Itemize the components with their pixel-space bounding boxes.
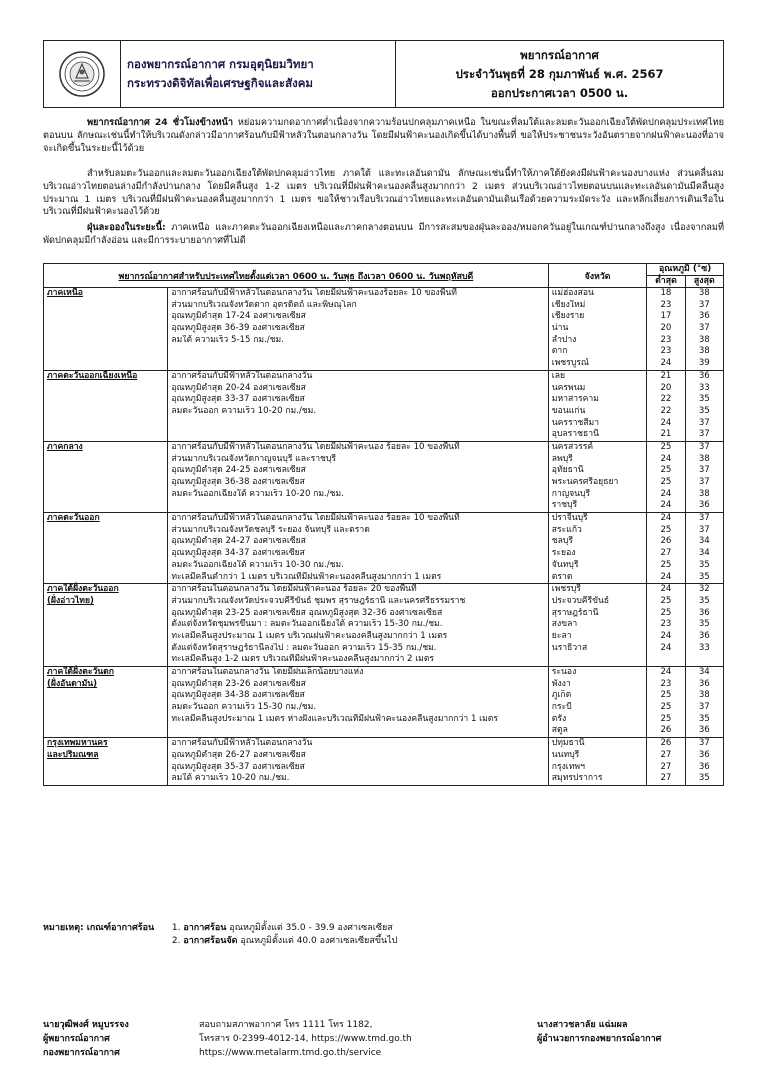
temp-max: 36 [698, 749, 710, 760]
region-name-cell [44, 738, 168, 786]
temp-max: 36 [698, 725, 710, 736]
region-name-cell [44, 513, 168, 584]
temp-max: 36 [698, 311, 710, 322]
org-line-2: กระทรวงดิจิทัลเพื่อเศรษฐกิจและสังคม [127, 76, 313, 90]
province-name: นครราชสีมา [551, 417, 600, 428]
province-name: น่าน [551, 323, 569, 334]
notes-section [43, 922, 397, 948]
temp-min: 24 [660, 630, 672, 641]
province-name-cell [548, 513, 646, 584]
province-name: เลย [551, 370, 566, 381]
region-name: และปริมณฑล [47, 749, 99, 760]
temp-max: 35 [698, 394, 710, 405]
temp-max-cell [685, 513, 723, 584]
temp-max-cell [685, 288, 723, 371]
region-name: ภาคตะวันออก [47, 513, 100, 524]
temp-max: 36 [698, 370, 710, 381]
temp-min: 25 [660, 595, 672, 606]
note-item-2 [43, 935, 397, 948]
province-name-cell [548, 738, 646, 786]
temp-min: 24 [660, 358, 672, 369]
forecast-date: ประจำวันพุธที่ 28 กุมภาพันธ์ พ.ศ. 2567 [455, 66, 664, 81]
province-name: พระนครศรีอยุธยา [551, 477, 619, 487]
region-forecast-cell [168, 288, 548, 371]
forecast-line: อุณหภูมิต่ำสุด 23-26 องศาเซลเซียส [171, 678, 306, 689]
note-item-1-text: อุณหภูมิตั้งแต่ 35.0 - 39.9 องศาเซลเซียส [229, 923, 393, 933]
forecast-table-body [44, 288, 724, 786]
province-name: ราชบุรี [551, 500, 578, 511]
sea-paragraph [43, 168, 724, 219]
province-name: นนทบุรี [551, 749, 580, 760]
forecast-title: พยากรณ์อากาศ [520, 47, 599, 62]
temp-min [650, 654, 681, 666]
province-name: ตรัง [551, 713, 567, 724]
province-name: ลพบุรี [551, 453, 573, 464]
temp-min: 23 [660, 346, 672, 357]
forecast-issue-time: ออกประกาศเวลา 0500 น. [490, 85, 629, 100]
table-row [44, 288, 724, 371]
temp-max: 37 [698, 702, 710, 713]
region-name: กรุงเทพมหานคร [47, 738, 108, 749]
province-name: กาญจนบุรี [551, 488, 591, 499]
table-row [44, 513, 724, 584]
temp-min: 22 [660, 394, 672, 405]
province-name-cell [548, 584, 646, 667]
province-name: สมุทรปราการ [551, 773, 603, 784]
temp-min: 22 [660, 405, 672, 416]
temp-min: 26 [660, 738, 672, 749]
temp-min: 24 [660, 584, 672, 595]
region-name: ภาคตะวันออกเฉียงเหนือ [47, 370, 138, 381]
forecast-line: ส่วนมากบริเวณจังหวัดชลบุรี ระยอง จันทบุรี และตราด [171, 524, 370, 535]
province-name: สระแก้ว [551, 524, 582, 535]
org-line-1: กองพยากรณ์อากาศ กรมอุตุนิยมวิทยา [127, 57, 314, 71]
temp-max: 37 [698, 323, 710, 334]
forecaster-role: ผู้พยากรณ์อากาศ [43, 1034, 110, 1044]
province-name: นราธิวาส [551, 642, 588, 653]
province-name: ลำปาง [551, 334, 577, 345]
temp-max: 35 [698, 595, 710, 606]
temp-min: 25 [660, 524, 672, 535]
dust-paragraph [43, 222, 724, 248]
temp-max: 36 [698, 761, 710, 772]
temp-min-cell [647, 738, 685, 786]
province-name: เชียงราย [551, 311, 585, 322]
region-name-cell [44, 288, 168, 371]
temp-min: 23 [660, 619, 672, 630]
province-name: อุบลราชธานี [551, 429, 599, 440]
forecast-line [171, 418, 544, 430]
region-name-cell [44, 667, 168, 738]
forecast-line: ลมตะวันออก ความเร็ว 15-30 กม./ชม. [171, 702, 317, 713]
forecast-line: อุณหภูมิสูงสุด 35-37 องศาเซลเซียส [171, 761, 305, 772]
temp-max: 37 [698, 417, 710, 428]
temp-max: 34 [698, 667, 710, 677]
director-block [537, 1018, 661, 1046]
forecast-line: อากาศร้อนกับมีฟ้าหลัวในตอนกลางวัน [171, 738, 313, 749]
forecast-line [171, 358, 544, 370]
temp-min: 27 [660, 773, 672, 784]
dust-lead: ฝุ่นละอองในระยะนี้: [87, 222, 166, 233]
temp-max: 38 [698, 334, 710, 345]
temp-min-cell [647, 441, 685, 512]
region-name: (ฝั่งอันดามัน) [47, 678, 98, 689]
region-name-cell [44, 370, 168, 441]
region-name-cell [44, 584, 168, 667]
temp-min: 24 [660, 667, 672, 677]
contact-block [199, 1018, 412, 1060]
forecast-line: อุณหภูมิสูงสุด 36-38 องศาเซลเซียส [171, 477, 305, 487]
temp-max: 36 [698, 678, 710, 689]
table-header-max: สูงสุด [685, 276, 723, 288]
contact-fax-website: โทรสาร 0-2399-4012-14, https://www.tmd.go.th [199, 1034, 412, 1044]
table-header-row [44, 264, 724, 276]
forecast-line: ลมใต้ ความเร็ว 10-20 กม./ชม. [171, 773, 290, 784]
province-name: เชียงใหม่ [551, 299, 586, 310]
temp-min: 17 [660, 311, 672, 322]
temp-min-cell [647, 667, 685, 738]
temp-min: 24 [660, 571, 672, 582]
forecast-table [43, 263, 724, 786]
region-name: ภาคใต้ฝั่งตะวันออก [47, 584, 119, 595]
temp-max: 37 [698, 524, 710, 535]
forecast-line: อุณหภูมิสูงสุด 36-39 องศาเซลเซียส [171, 323, 305, 334]
department-seal [44, 41, 121, 107]
province-name-cell [548, 370, 646, 441]
province-name: เพชรบูรณ์ [551, 358, 589, 369]
province-name: ตราด [551, 571, 573, 582]
temp-max: 33 [698, 382, 710, 393]
province-name: ภูเก็ต [551, 690, 572, 701]
province-name: ยะลา [551, 630, 572, 641]
note-item-2-term: อากาศร้อนจัด [183, 936, 238, 946]
temp-max [689, 654, 720, 666]
temp-max: 35 [698, 619, 710, 630]
region-forecast-cell [168, 513, 548, 584]
province-name: สุราษฎร์ธานี [551, 607, 599, 618]
temp-max: 38 [698, 346, 710, 357]
province-name: ระยอง [551, 548, 576, 559]
temp-min: 27 [660, 548, 672, 559]
forecast-line: อุณหภูมิต่ำสุด 26-27 องศาเซลเซียส [171, 749, 306, 760]
forecast-line: อุณหภูมิต่ำสุด 24-27 องศาเซลเซียส [171, 536, 306, 547]
forecast-line: อากาศร้อนกับมีฟ้าหลัวในตอนกลางวัน โดยมีฝนฟ้าคะนอง ร้อยละ 10 ของพื้นที่ [171, 513, 460, 524]
director-name: นางสาวชลาลัย แฉ่มผล [537, 1020, 628, 1030]
temp-max: 35 [698, 773, 710, 784]
forecast-line: อุณหภูมิต่ำสุด 20-24 องศาเซลเซียส [171, 382, 306, 393]
forecast-line: อากาศร้อนกับมีฟ้าหลัวในตอนกลางวัน โดยมีฝนฟ้าคะนองร้อยละ 10 ของพื้นที่ [171, 288, 457, 298]
note-item-1-term: อากาศร้อน [183, 923, 227, 933]
forecast-line: ส่วนมากบริเวณจังหวัดประจวบคีรีขันธ์ ชุมพร สุราษฎร์ธานี และนครศรีธรรมราช [171, 595, 466, 606]
province-name: มหาสารคาม [551, 394, 599, 405]
forecast-line: ลมตะวันออก ความเร็ว 10-20 กม./ชม. [171, 405, 317, 416]
province-name: นครพนม [551, 382, 586, 393]
temp-max: 37 [698, 429, 710, 440]
region-name: ภาคเหนือ [47, 288, 83, 298]
temp-min-cell [647, 288, 685, 371]
temp-max: 36 [698, 630, 710, 641]
temp-min: 23 [660, 334, 672, 345]
temp-min: 24 [660, 453, 672, 464]
temp-max: 39 [698, 358, 710, 369]
temp-max-cell [685, 584, 723, 667]
intro-text: หย่อมความกดอากาศต่ำเนื่องจากความร้อนปกคลุมภาคเหนือ ในขณะที่ลมใต้และลมตะวันออกเฉียงใต้พัดปกคลุมประเทศไทยตอนบน ลักษณะเช่นนี้ทำให้บริเวณดังกล่าวมีอากาศร้อนกับมีฟ้าหลัวในตอนกลางวัน โดยมีฝนฟ้าคะนองเกิดขึ้นได้บางพื้นที่ ขอให้ประชาชนระวังอันตรายจากฝนฟ้าคะนองที่อาจจะเกิดขึ้นในระยะนี้ไว้ด้วย [43, 117, 725, 154]
forecaster-block [43, 1018, 129, 1060]
forecast-line: อุณหภูมิต่ำสุด 24-25 องศาเซลเซียส [171, 465, 306, 476]
province-name: นครสวรรค์ [551, 441, 594, 452]
region-name-cell [44, 441, 168, 512]
note-item-1-number: 1. [171, 923, 181, 933]
forecast-title-block [396, 41, 723, 107]
temp-max: 37 [698, 465, 710, 476]
temp-min: 18 [660, 288, 672, 298]
temp-min: 21 [660, 370, 672, 381]
table-row [44, 370, 724, 441]
province-name: สตูล [551, 725, 568, 736]
forecast-line [171, 500, 544, 512]
forecast-line: ทะเลมีคลื่นต่ำกว่า 1 เมตร บริเวณที่มีฝนฟ้าคะนองคลื่นสูงมากกว่า 1 เมตร [171, 571, 442, 582]
temp-max: 36 [698, 607, 710, 618]
forecast-line: ลมใต้ ความเร็ว 5-15 กม./ชม. [171, 334, 284, 345]
temp-max-cell [685, 667, 723, 738]
forecast-line: ส่วนมากบริเวณจังหวัดตาก อุตรดิตถ์ และพิษณุโลก [171, 299, 357, 310]
temp-max: 35 [698, 571, 710, 582]
temp-min: 25 [660, 477, 672, 487]
forecast-line: ทะเลมีคลื่นสูงประมาณ 1 เมตร ห่างฝั่งและบริเวณที่มีฝนฟ้าคะนองคลื่นสูงมากกว่า 1 เมตร [171, 713, 498, 724]
forecast-line: ทะเลมีคลื่นสูง 1-2 เมตร บริเวณที่มีฝนฟ้าคะนองคลื่นสูงมากกว่า 2 เมตร [171, 654, 435, 665]
temp-min: 25 [660, 465, 672, 476]
temp-max: 34 [698, 536, 710, 547]
temp-max: 35 [698, 713, 710, 724]
temp-max: 37 [698, 299, 710, 310]
province-name: ปทุมธานี [551, 738, 585, 749]
temp-min: 24 [660, 417, 672, 428]
temp-min: 25 [660, 559, 672, 570]
temp-max: 37 [698, 477, 710, 487]
table-header-province: จังหวัด [548, 264, 646, 288]
region-name: ภาคใต้ฝั่งตะวันตก [47, 667, 114, 677]
forecast-line: อากาศร้อนในตอนกลางวัน โดยมีฝนเล็กน้อยบางแห่ง [171, 667, 364, 677]
sea-text: สำหรับลมตะวันออกและลมตะวันออกเฉียงใต้พัดปกคลุมอ่าวไทย ภาคใต้ และทะเลอันดามัน ลักษณะเช่นนี้ทำให้ภาคใต้ยังคงมีฝนฟ้าคะนองบางแห่ง ส่วนคลื่นลมบริเวณอ่าวไทยตอนล่างมีกำลังปานกลาง โดยมีคลื่นสูง 1-2 เมตร บริเวณที่มีฝนฟ้าคะนองคลื่นสูงมากกว่า 2 เมตร ส่วนบริเวณอ่าวไทยตอนบนและทะเลอันดามันมีคลื่นสูงประมาณ 1 เมตร บริเวณที่มีฝนฟ้าคะนองคลื่นสูงมากกว่า 1 เมตร ขอให้ชาวเรือบริเวณอ่าวไทยและทะเลอันดามันเดินเรือด้วยความระมัดระวัง และหลีกเลี่ยงการเดินเรือในบริเวณที่มีฝนฟ้าคะนองไว้ด้วย [43, 168, 724, 218]
region-forecast-cell [168, 441, 548, 512]
province-name: ประจวบคีรีขันธ์ [551, 595, 610, 606]
note-item-2-number: 2. [171, 936, 181, 946]
temp-min: 25 [660, 713, 672, 724]
region-forecast-cell [168, 738, 548, 786]
province-name: แม่ฮ่องสอน [551, 288, 594, 298]
forecast-line: ลมตะวันออกเฉียงใต้ ความเร็ว 10-20 กม./ชม. [171, 488, 344, 499]
organization-name [121, 41, 396, 107]
table-row [44, 584, 724, 667]
forecast-line: ลมตะวันออกเฉียงใต้ ความเร็ว 10-30 กม./ชม. [171, 559, 344, 570]
forecast-line: ตั้งแต่จังหวัดสุราษฎร์ธานีลงไป : ลมตะวันออก ความเร็ว 15-35 กม./ชม. [171, 642, 437, 653]
temp-min-cell [647, 513, 685, 584]
temp-max-cell [685, 441, 723, 512]
province-name: กรุงเทพฯ [551, 761, 585, 772]
temp-min: 26 [660, 536, 672, 547]
temp-max: 37 [698, 738, 710, 749]
forecaster-name: นายวุฒิพงศ์ หมูบรรจง [43, 1020, 129, 1030]
province-name: ขอนแก่น [551, 405, 586, 416]
table-header-title: พยากรณ์อากาศสำหรับประเทศไทยตั้งแต่เวลา 0600 น. วันพุธ ถึงเวลา 0600 น. วันพฤหัสบดี [44, 264, 549, 288]
forecast-line [171, 725, 544, 737]
province-name: ชลบุรี [551, 536, 573, 547]
province-name: กระบี่ [551, 702, 572, 713]
province-name: ระนอง [551, 667, 577, 677]
temp-min: 27 [660, 761, 672, 772]
forecast-line [171, 429, 544, 441]
province-name: ตาก [551, 346, 568, 357]
temp-min: 24 [660, 513, 672, 524]
temp-max: 35 [698, 559, 710, 570]
temp-min: 25 [660, 441, 672, 452]
province-name-cell [548, 288, 646, 371]
contact-service-link: https://www.metalarm.tmd.go.th/service [199, 1048, 382, 1058]
forecast-line: ตั้งแต่จังหวัดชุมพรขึ้นมา : ลมตะวันออกเฉียงใต้ ความเร็ว 15-30 กม./ชม. [171, 619, 443, 630]
forecast-line: อุณหภูมิต่ำสุด 17-24 องศาเซลเซียส [171, 311, 306, 322]
province-name: อุทัยธานี [551, 465, 584, 476]
table-header-temperature: อุณหภูมิ (°ซ) [647, 264, 724, 276]
temp-min: 20 [660, 382, 672, 393]
province-name [552, 654, 643, 666]
province-name-cell [548, 667, 646, 738]
director-role: ผู้อำนวยการกองพยากรณ์อากาศ [537, 1034, 662, 1044]
temp-max-cell [685, 370, 723, 441]
province-name: พังงา [551, 678, 571, 689]
temp-min: 24 [660, 642, 672, 653]
intro-lead: พยากรณ์อากาศ 24 ชั่วโมงข้างหน้า [87, 117, 234, 128]
temp-max: 37 [698, 513, 710, 524]
province-name: ปราจีนบุรี [551, 513, 588, 524]
contact-phone: สอบถามสภาพอากาศ โทร 1111 โทร 1182, [199, 1020, 373, 1030]
forecast-line: อุณหภูมิสูงสุด 34-37 องศาเซลเซียส [171, 548, 305, 559]
temp-min: 27 [660, 749, 672, 760]
temp-min-cell [647, 370, 685, 441]
temp-min: 25 [660, 607, 672, 618]
forecast-line: อากาศร้อนในตอนกลางวัน โดยมีฝนฟ้าคะนอง ร้อยละ 20 ของพื้นที่ [171, 584, 417, 595]
temp-max: 35 [698, 405, 710, 416]
note-item-2-text: อุณหภูมิตั้งแต่ 40.0 องศาเซลเซียสขึ้นไป [240, 936, 398, 946]
temp-min: 26 [660, 725, 672, 736]
note-item-1 [43, 922, 397, 935]
temp-min: 21 [660, 429, 672, 440]
temp-min: 24 [660, 500, 672, 511]
table-row [44, 738, 724, 786]
table-header-min: ต่ำสุด [647, 276, 685, 288]
intro-paragraph [43, 117, 724, 155]
forecast-line: อุณหภูมิสูงสุด 34-38 องศาเซลเซียส [171, 690, 305, 701]
temp-min: 23 [660, 299, 672, 310]
temp-max: 32 [698, 584, 710, 595]
province-name: เพชรบุรี [551, 584, 581, 595]
temp-max: 37 [698, 441, 710, 452]
forecast-line: ส่วนมากบริเวณจังหวัดกาญจนบุรี และราชบุรี [171, 453, 336, 464]
forecast-line: อากาศร้อนกับมีฟ้าหลัวในตอนกลางวัน [171, 370, 313, 381]
forecast-line: อากาศร้อนกับมีฟ้าหลัวในตอนกลางวัน โดยมีฝนฟ้าคะนอง ร้อยละ 10 ของพื้นที่ [171, 441, 460, 452]
temp-max-cell [685, 738, 723, 786]
table-row [44, 441, 724, 512]
dust-text: ภาคเหนือ และภาคตะวันออกเฉียงเหนือและภาคกลางตอนบน มีการสะสมของฝุ่นละออง/หมอกควันอยู่ในเกณฑ์ปานกลางถึงสูง เนื่องจากลมที่พัดปกคลุมมีกำลังอ่อน และมีการระบายอากาศที่ไม่ดี [43, 222, 724, 246]
region-forecast-cell [168, 370, 548, 441]
province-name-cell [548, 441, 646, 512]
temp-max: 38 [698, 453, 710, 464]
temp-max: 38 [698, 488, 710, 499]
temp-max: 36 [698, 500, 710, 511]
table-row [44, 667, 724, 738]
temp-min: 20 [660, 323, 672, 334]
forecast-line: อุณหภูมิต่ำสุด 23-25 องศาเซลเซียส อุณหภูมิสูงสุด 32-36 องศาเซลเซียส [171, 607, 443, 618]
forecast-line: ทะเลมีคลื่นสูงประมาณ 1 เมตร บริเวณฝนฟ้าคะนองคลื่นสูงมากกว่า 1 เมตร [171, 630, 448, 641]
forecast-line [171, 346, 544, 358]
province-name: สงขลา [551, 619, 578, 630]
region-forecast-cell [168, 667, 548, 738]
temp-min: 23 [660, 678, 672, 689]
notes-label: หมายเหตุ: เกณฑ์อากาศร้อน [43, 923, 155, 933]
temp-max: 38 [698, 288, 710, 298]
temp-min: 25 [660, 702, 672, 713]
region-name: ภาคกลาง [47, 441, 83, 452]
region-name: (ฝั่งอ่าวไทย) [47, 595, 94, 606]
document-header [43, 40, 724, 108]
department-seal-icon [58, 50, 106, 98]
province-name: จันทบุรี [551, 559, 579, 570]
temp-max: 34 [698, 548, 710, 559]
temp-min: 25 [660, 690, 672, 701]
region-forecast-cell [168, 584, 548, 667]
temp-max: 33 [698, 642, 710, 653]
temp-max: 38 [698, 690, 710, 701]
forecaster-division: กองพยากรณ์อากาศ [43, 1048, 120, 1058]
temp-min-cell [647, 584, 685, 667]
temp-min: 24 [660, 488, 672, 499]
forecast-line: อุณหภูมิสูงสุด 33-37 องศาเซลเซียส [171, 394, 305, 405]
